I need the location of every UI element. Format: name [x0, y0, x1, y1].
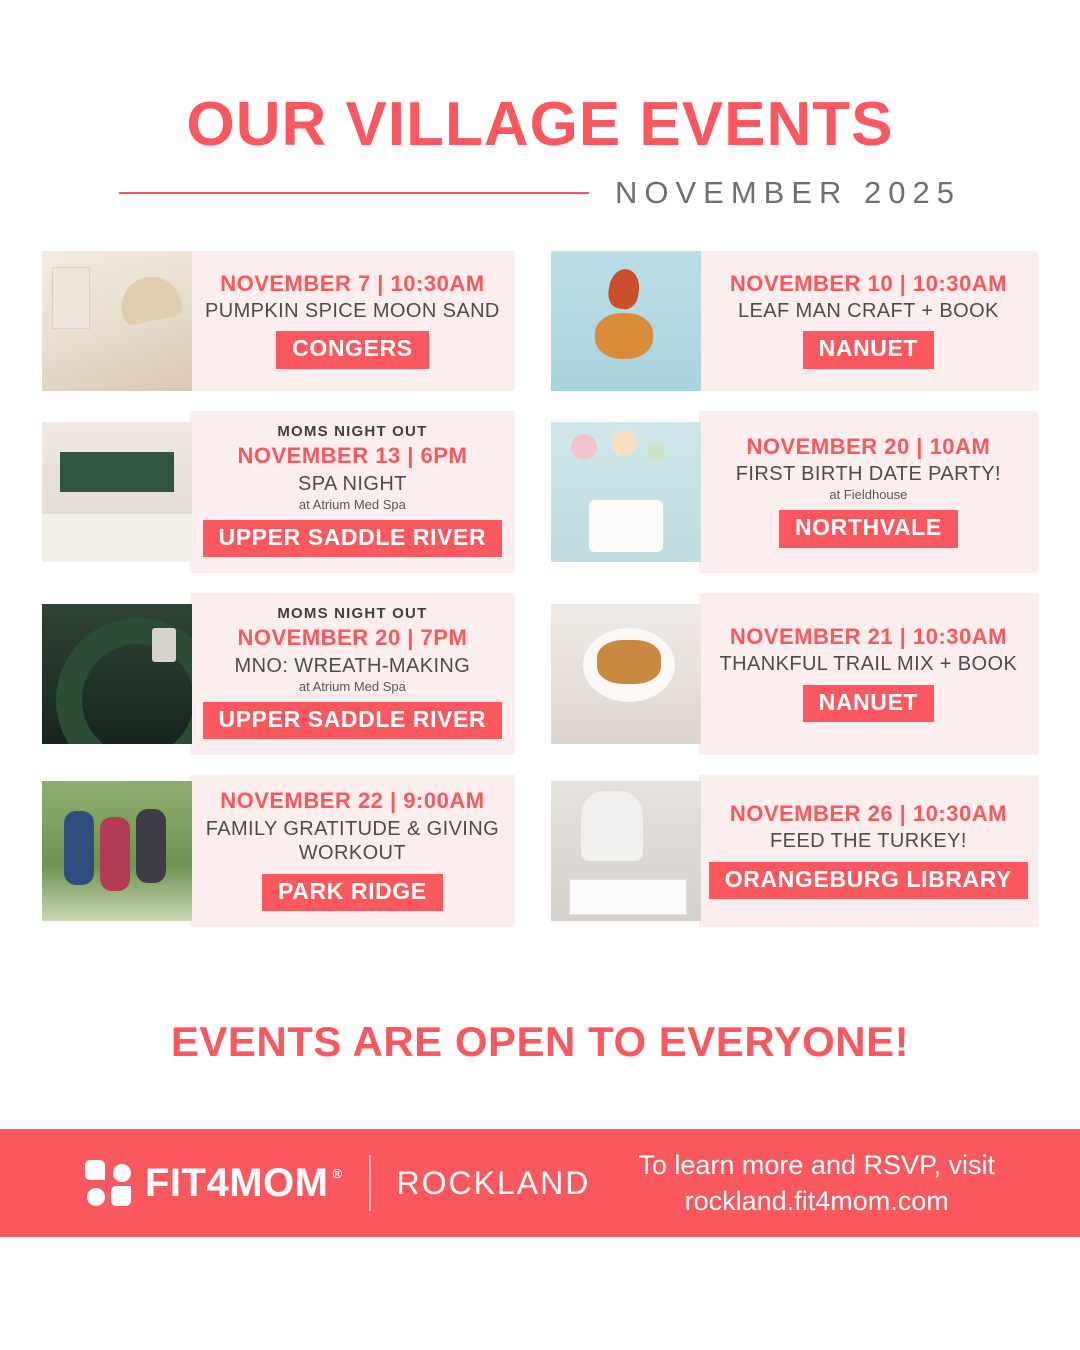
event-location-badge: UPPER SADDLE RIVER [203, 702, 503, 739]
event-thumbnail [551, 251, 701, 391]
event-card[interactable] [551, 251, 1038, 391]
event-location-wrap [262, 874, 443, 911]
event-location-badge: ORANGEBURG LIBRARY [709, 862, 1028, 899]
event-location-wrap [203, 702, 503, 739]
event-location-badge: NANUET [803, 331, 934, 368]
rsvp-line-1: To learn more and RSVP, visit [638, 1149, 996, 1180]
event-card[interactable] [42, 593, 515, 755]
event-details [699, 411, 1038, 573]
event-location-badge: NORTHVALE [779, 510, 958, 547]
event-name: LEAF MAN CRAFT + BOOK [737, 300, 999, 322]
brand-lockup [85, 1160, 343, 1206]
event-location-badge: UPPER SADDLE RIVER [203, 520, 503, 557]
event-date: NOVEMBER 13 | 6PM [237, 443, 468, 469]
footer-bar [0, 1129, 1080, 1237]
fit4mom-logo-icon [85, 1160, 131, 1206]
event-date: NOVEMBER 7 | 10:30AM [220, 270, 485, 296]
page-title: OUR VILLAGE EVENTS [186, 90, 894, 159]
event-details [699, 593, 1038, 755]
rsvp-website[interactable]: rockland.fit4mom.com [684, 1186, 949, 1216]
events-grid [0, 251, 1080, 927]
event-venue: at Fieldhouse [829, 487, 908, 503]
event-location-badge: PARK RIDGE [262, 874, 443, 911]
event-location-badge: CONGERS [276, 331, 429, 368]
event-kicker: MOMS NIGHT OUT [277, 605, 428, 623]
event-kicker: MOMS NIGHT OUT [277, 423, 428, 441]
rsvp-info[interactable] [638, 1147, 995, 1220]
event-location-wrap [276, 331, 429, 368]
month-subtitle: NOVEMBER 2025 [615, 175, 961, 211]
event-date: NOVEMBER 22 | 9:00AM [220, 788, 485, 814]
event-card[interactable] [42, 775, 515, 927]
event-location-wrap [803, 331, 934, 368]
event-thumbnail [42, 781, 192, 921]
event-card[interactable] [551, 775, 1038, 927]
event-date: NOVEMBER 10 | 10:30AM [729, 270, 1007, 296]
event-details [190, 593, 515, 755]
event-location-wrap [203, 520, 503, 557]
event-date: NOVEMBER 20 | 7PM [237, 625, 468, 651]
event-name: THANKFUL TRAIL MIX + BOOK [719, 653, 1018, 676]
event-thumbnail [551, 781, 701, 921]
subtitle-row [0, 175, 1080, 211]
event-date: NOVEMBER 21 | 10:30AM [729, 623, 1007, 649]
event-card[interactable] [42, 251, 515, 391]
event-date: NOVEMBER 26 | 10:30AM [729, 800, 1007, 826]
event-card[interactable] [42, 411, 515, 573]
event-thumbnail [42, 422, 192, 562]
event-venue: at Atrium Med Spa [298, 496, 406, 512]
registered-mark: ® [332, 1166, 343, 1181]
event-name: FIRST BIRTH DATE PARTY! [735, 463, 1001, 486]
divider-rule [119, 192, 589, 194]
event-thumbnail [551, 604, 701, 744]
event-name: SPA NIGHT [297, 472, 407, 495]
event-name: FAMILY GRATITUDE & GIVING WORKOUT [205, 817, 500, 865]
event-details [190, 775, 515, 927]
header [0, 0, 1080, 211]
event-location-wrap [779, 510, 958, 547]
open-to-everyone-note: EVENTS ARE OPEN TO EVERYONE! [170, 1018, 910, 1065]
event-card[interactable] [551, 593, 1038, 755]
event-name: PUMPKIN SPICE MOON SAND [204, 300, 500, 322]
event-location-wrap [709, 862, 1028, 899]
event-location-badge: NANUET [803, 685, 934, 722]
event-details [699, 775, 1038, 927]
event-details [190, 411, 515, 573]
event-details [190, 251, 515, 391]
footer-divider [369, 1155, 371, 1211]
event-venue: at Atrium Med Spa [298, 679, 406, 695]
chapter-name: ROCKLAND [396, 1164, 591, 1201]
event-thumbnail [42, 251, 192, 391]
event-name: FEED THE TURKEY! [769, 830, 967, 853]
event-location-wrap [803, 685, 934, 722]
event-date: NOVEMBER 20 | 10AM [746, 433, 991, 459]
event-thumbnail [551, 422, 701, 562]
event-card[interactable] [551, 411, 1038, 573]
brand-wordmark: FIT4MOM [144, 1160, 329, 1205]
event-thumbnail [42, 604, 192, 744]
event-name: MNO: WREATH-MAKING [234, 654, 471, 677]
event-details [699, 251, 1038, 391]
